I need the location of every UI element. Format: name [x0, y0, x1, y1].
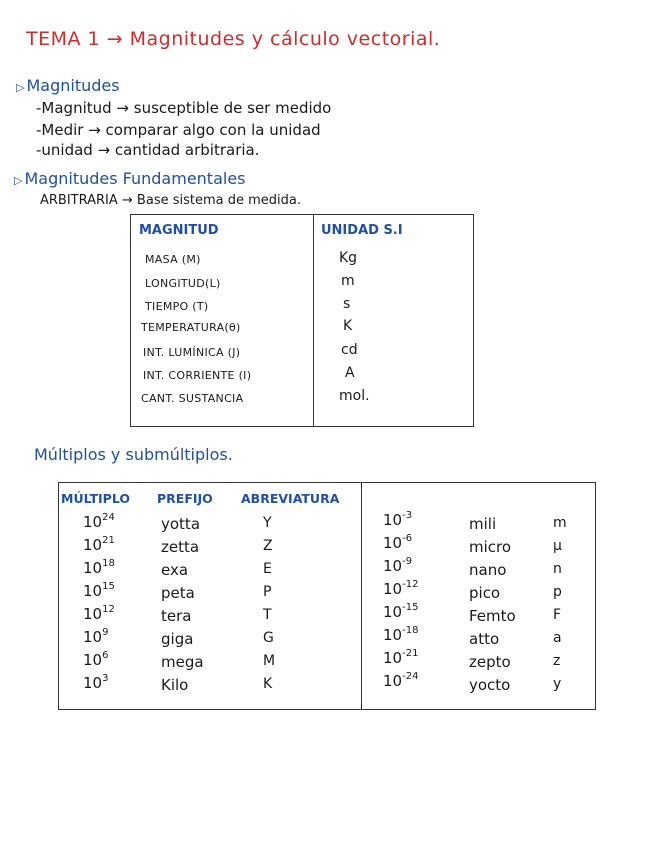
power-exponent: -3 — [402, 510, 413, 521]
power-of-ten — [383, 511, 412, 529]
section-magnitudes-heading-text: Magnitudes — [26, 76, 120, 95]
power-base: 10 — [383, 580, 403, 598]
unit-cell: s — [343, 296, 351, 312]
multiplos-table — [58, 482, 596, 710]
power-exponent: -12 — [402, 579, 419, 590]
power-of-ten — [383, 649, 418, 667]
prefix-name: peta — [161, 584, 195, 602]
col-header-multiplo: MÚLTIPLO — [61, 491, 130, 506]
table-divider — [313, 215, 314, 426]
triangle-bullet-icon: ▷ — [14, 174, 23, 187]
prefix-abbreviation: E — [263, 561, 272, 577]
prefix-name: yocto — [469, 676, 511, 694]
power-base: 10 — [383, 649, 403, 667]
col-header-unidad: UNIDAD S.I — [321, 223, 403, 238]
power-exponent: 3 — [102, 673, 109, 684]
section-magnitudes-heading — [16, 76, 120, 95]
power-of-ten — [83, 582, 115, 600]
power-of-ten — [83, 674, 108, 692]
prefix-name: Femto — [469, 607, 516, 625]
power-exponent: 18 — [102, 558, 115, 569]
prefix-name: mili — [469, 515, 497, 533]
bullet-magnitud: -Magnitud → susceptible de ser medido — [36, 99, 332, 117]
prefix-abbreviation: p — [553, 584, 562, 600]
col-header-prefijo: PREFIJO — [157, 491, 213, 506]
prefix-name: Kilo — [161, 676, 189, 694]
power-exponent: -18 — [402, 625, 419, 636]
prefix-name: pico — [469, 584, 501, 602]
power-base: 10 — [83, 651, 103, 669]
prefix-abbreviation: P — [263, 584, 272, 600]
power-base: 10 — [383, 557, 403, 575]
power-base: 10 — [383, 511, 403, 529]
magnitud-cell: LONGITUD(L) — [145, 277, 221, 290]
table-divider — [361, 483, 362, 709]
prefix-abbreviation: F — [553, 607, 562, 623]
power-of-ten — [383, 580, 418, 598]
bullet-medir: -Medir → comparar algo con la unidad — [36, 121, 321, 139]
power-of-ten — [83, 513, 115, 531]
col-header-magnitud: MAGNITUD — [139, 223, 219, 238]
prefix-name: tera — [161, 607, 192, 625]
prefix-name: zepto — [469, 653, 511, 671]
power-base: 10 — [83, 628, 103, 646]
magnitud-cell: TIEMPO (T) — [145, 300, 209, 313]
prefix-abbreviation: M — [263, 653, 276, 669]
power-exponent: 12 — [102, 604, 115, 615]
magnitudes-table — [130, 214, 474, 427]
power-base: 10 — [383, 672, 403, 690]
prefix-abbreviation: K — [263, 676, 273, 692]
power-base: 10 — [383, 626, 403, 644]
prefix-name: mega — [161, 653, 204, 671]
unit-cell: mol. — [339, 388, 370, 404]
magnitud-cell: CANT. SUSTANCIA — [141, 392, 244, 405]
unit-cell: K — [343, 318, 353, 334]
power-exponent: 15 — [102, 581, 115, 592]
prefix-name: exa — [161, 561, 189, 579]
power-base: 10 — [83, 559, 103, 577]
magnitud-cell: INT. CORRIENTE (I) — [143, 369, 252, 382]
prefix-name: atto — [469, 630, 500, 648]
prefix-abbreviation: T — [263, 607, 272, 623]
unit-cell: cd — [341, 342, 358, 358]
prefix-abbreviation: G — [263, 630, 274, 646]
prefix-name: yotta — [161, 515, 201, 533]
prefix-abbreviation: n — [553, 561, 562, 577]
power-of-ten — [383, 672, 418, 690]
power-of-ten — [83, 651, 108, 669]
power-base: 10 — [83, 513, 103, 531]
prefix-name: giga — [161, 630, 194, 648]
prefix-abbreviation: m — [553, 515, 567, 531]
power-of-ten — [83, 536, 115, 554]
power-exponent: -6 — [402, 533, 413, 544]
power-of-ten — [383, 534, 412, 552]
section-fundamentales-heading — [14, 169, 246, 188]
power-base: 10 — [83, 536, 103, 554]
magnitud-cell: TEMPERATURA(θ) — [141, 321, 241, 334]
unit-cell: Kg — [339, 250, 358, 266]
unit-cell: m — [341, 273, 355, 289]
power-base: 10 — [83, 605, 103, 623]
power-base: 10 — [83, 674, 103, 692]
magnitud-cell: INT. LUMÍNICA (J) — [143, 346, 241, 359]
power-exponent: 21 — [102, 535, 115, 546]
prefix-name: zetta — [161, 538, 200, 556]
bullet-unidad: -unidad → cantidad arbitraria. — [36, 141, 260, 159]
power-of-ten — [83, 559, 115, 577]
power-of-ten — [83, 605, 115, 623]
section-multiplos-heading: Múltiplos y submúltiplos. — [34, 445, 233, 464]
power-exponent: 9 — [102, 627, 109, 638]
power-exponent: 24 — [102, 512, 115, 523]
prefix-abbreviation: a — [553, 630, 562, 646]
prefix-abbreviation: Z — [263, 538, 273, 554]
power-exponent: -15 — [402, 602, 419, 613]
unit-cell: A — [345, 365, 355, 381]
magnitud-cell: MASA (M) — [145, 253, 201, 266]
power-of-ten — [383, 626, 418, 644]
power-exponent: -9 — [402, 556, 413, 567]
col-header-abreviatura: ABREVIATURA — [241, 491, 340, 506]
power-base: 10 — [383, 534, 403, 552]
power-exponent: -24 — [402, 671, 419, 682]
power-base: 10 — [83, 582, 103, 600]
triangle-bullet-icon: ▷ — [16, 81, 25, 94]
power-exponent: -21 — [402, 648, 419, 659]
section-fundamentales-heading-text: Magnitudes Fundamentales — [24, 169, 246, 188]
power-of-ten — [383, 557, 412, 575]
power-of-ten — [83, 628, 108, 646]
arbitraria-note: ARBITRARIA → Base sistema de medida. — [40, 193, 301, 208]
power-exponent: 6 — [102, 650, 109, 661]
page-title: TEMA 1 → Magnitudes y cálculo vectorial. — [26, 28, 441, 50]
prefix-name: micro — [469, 538, 512, 556]
prefix-abbreviation: y — [553, 676, 562, 692]
power-base: 10 — [383, 603, 403, 621]
prefix-abbreviation: μ — [553, 538, 562, 554]
prefix-abbreviation: z — [553, 653, 561, 669]
prefix-abbreviation: Y — [263, 515, 272, 531]
prefix-name: nano — [469, 561, 507, 579]
power-of-ten — [383, 603, 418, 621]
